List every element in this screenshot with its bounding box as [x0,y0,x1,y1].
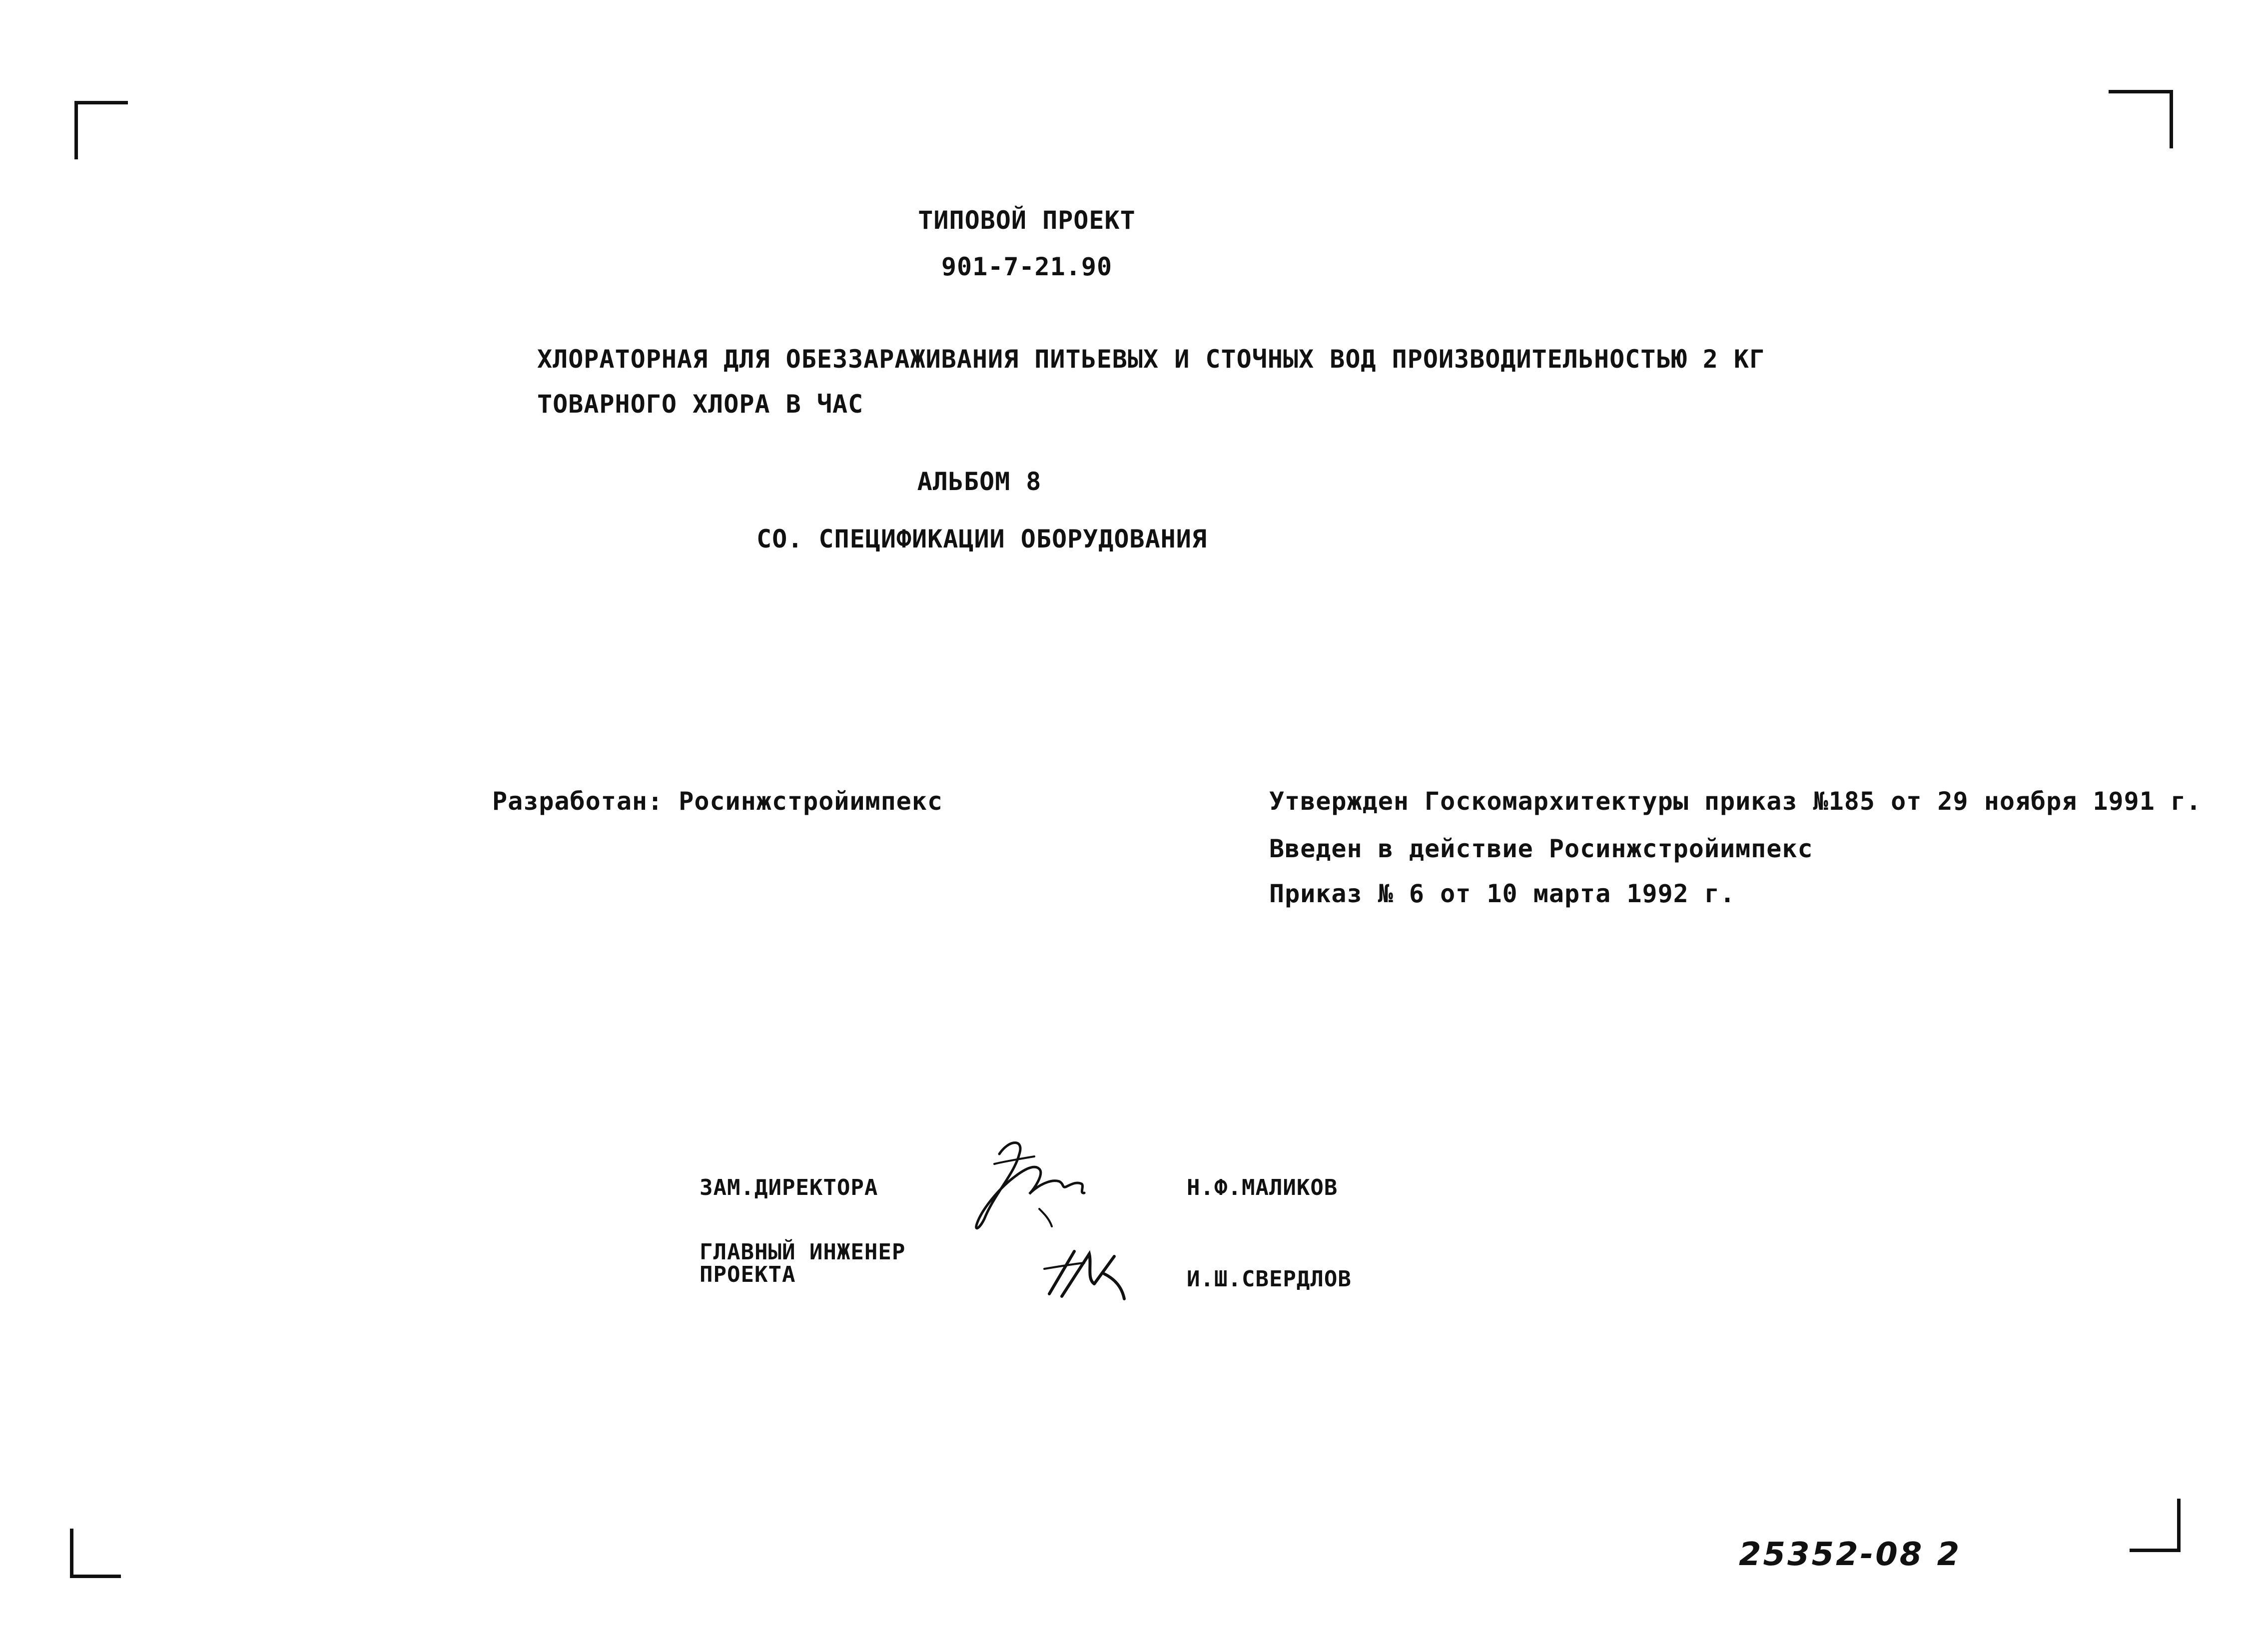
project-type: ТИПОВОЙ ПРОЕКТ [918,206,1136,235]
album-contents: СО. СПЕЦИФИКАЦИИ ОБОРУДОВАНИЯ [756,525,1207,553]
order-reference: Приказ № 6 от 10 марта 1992 г. [1269,879,1736,908]
corner-mark-bottom-right [2130,1499,2181,1552]
deputy-signature [964,1134,1094,1234]
project-number: 901-7-21.90 [941,252,1113,281]
chief-engineer-signature [1039,1239,1139,1304]
chief-engineer-name: И.Ш.СВЕРДЛОВ [1187,1266,1352,1292]
corner-mark-top-left [74,101,128,159]
developed-by: Разработан: Росинжстройимпекс [492,787,943,816]
enacted-by: Введен в действие Росинжстройимпекс [1269,834,1813,863]
chief-engineer-role-line-1: ГЛАВНЫЙ ИНЖЕНЕР [700,1239,906,1265]
sheet-code: 25352-08 2 [1739,1536,1962,1573]
corner-mark-top-right [2109,90,2173,148]
chief-engineer-role-line-2: ПРОЕКТА [700,1262,796,1287]
title-line-2: ТОВАРНОГО ХЛОРА В ЧАС [537,390,864,419]
corner-mark-bottom-left [70,1529,121,1578]
deputy-director-name: Н.Ф.МАЛИКОВ [1187,1175,1338,1200]
deputy-director-role: ЗАМ.ДИРЕКТОРА [700,1175,878,1200]
title-line-1: ХЛОРАТОРНАЯ ДЛЯ ОБЕЗЗАРАЖИВАНИЯ ПИТЬЕВЫХ И СТОЧНЫХ ВОД ПРОИЗВОДИТЕЛЬНОСТЬЮ 2 КГ [537,345,1765,374]
album-number: АЛЬБОМ 8 [917,467,1042,496]
approved-by: Утвержден Госкомархитектуры приказ №185 от 29 ноября 1991 г. [1269,787,2202,816]
